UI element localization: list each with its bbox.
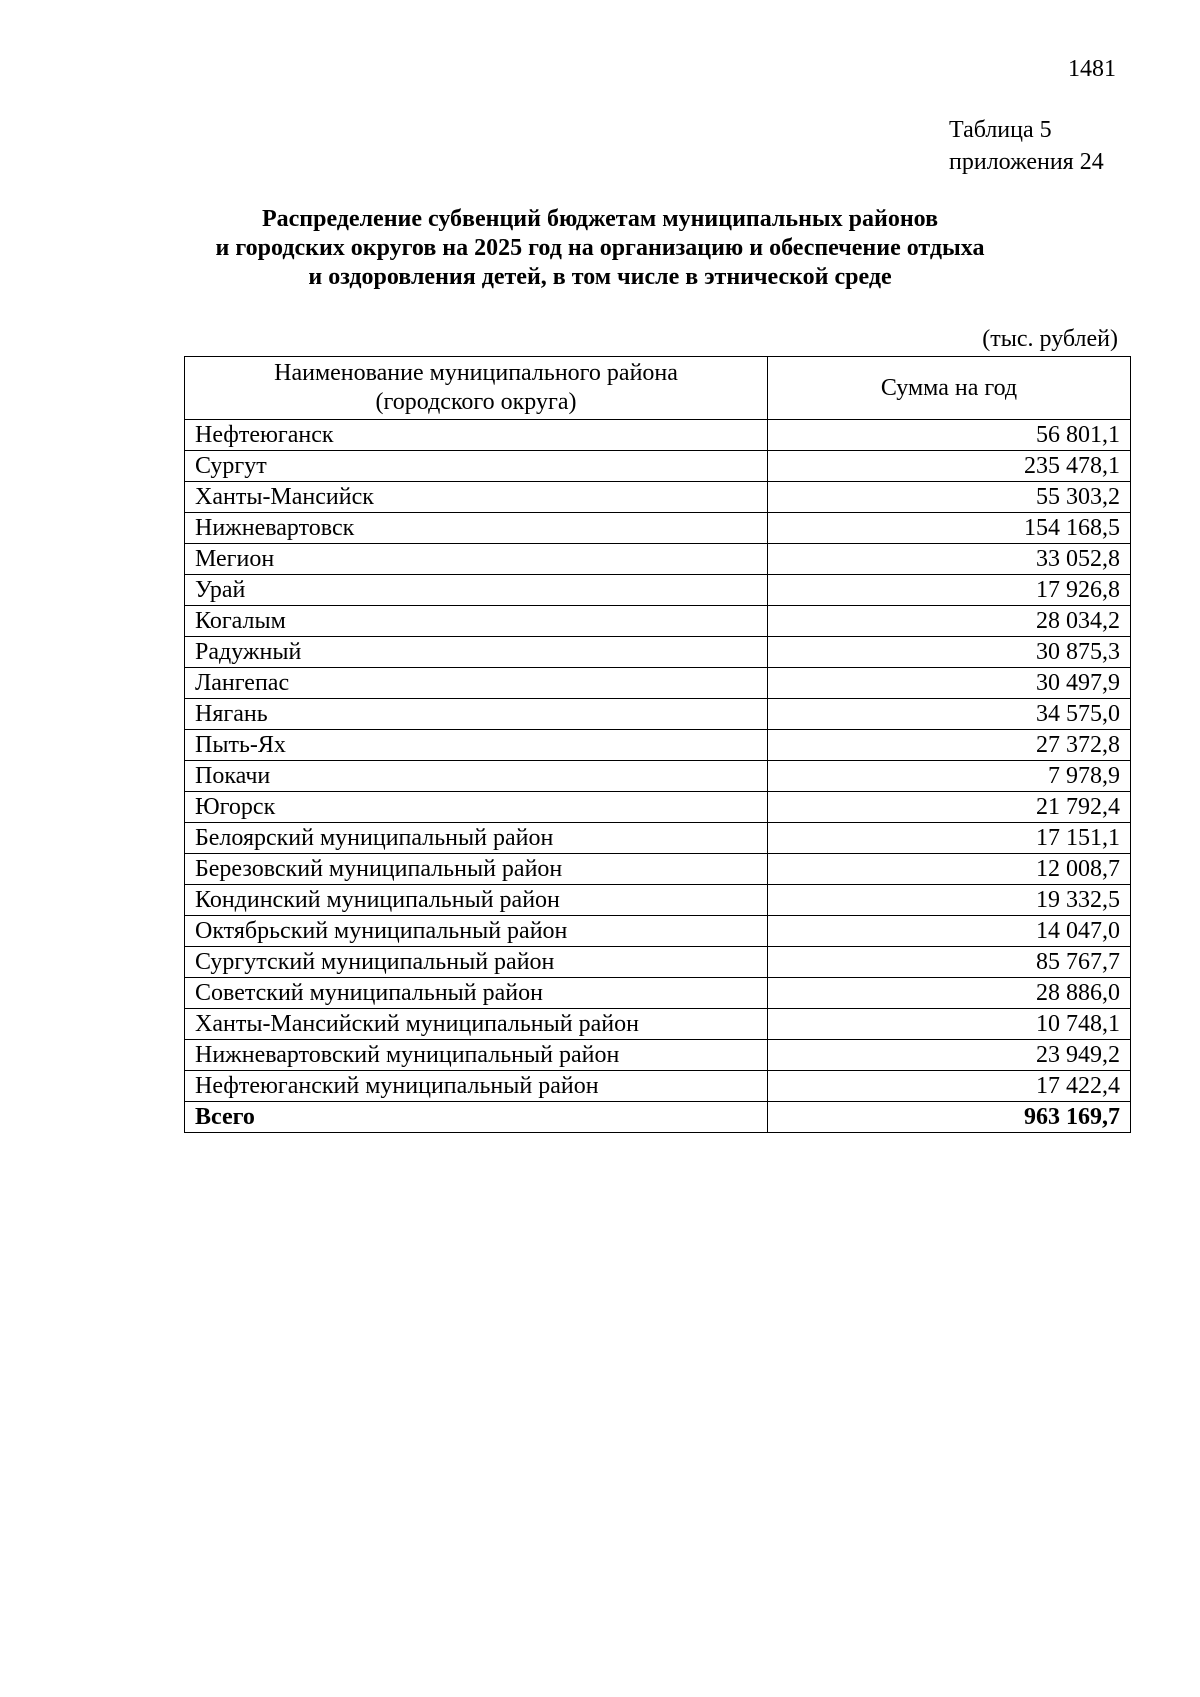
municipality-name: Радужный bbox=[185, 637, 768, 668]
subventions-table bbox=[184, 356, 1131, 1133]
table-row bbox=[185, 885, 1131, 916]
document-title-line: и городских округов на 2025 год на организацию и обеспечение отдыха bbox=[215, 235, 985, 261]
total-label: Всего bbox=[185, 1102, 768, 1133]
annual-sum: 27 372,8 bbox=[768, 730, 1131, 761]
table-row bbox=[185, 1009, 1131, 1040]
municipality-name: Мегион bbox=[185, 544, 768, 575]
municipality-name: Урай bbox=[185, 575, 768, 606]
header-municipality-line: (городского округа) bbox=[375, 389, 577, 415]
table-reference bbox=[949, 114, 1104, 178]
municipality-name: Кондинский муниципальный район bbox=[185, 885, 768, 916]
document-title-line: Распределение субвенций бюджетам муниципальных районов bbox=[261, 206, 939, 232]
annual-sum: 14 047,0 bbox=[768, 916, 1131, 947]
municipality-name: Березовский муниципальный район bbox=[185, 854, 768, 885]
annual-sum: 85 767,7 bbox=[768, 947, 1131, 978]
header-municipality bbox=[185, 357, 768, 420]
municipality-name: Когалым bbox=[185, 606, 768, 637]
table-row bbox=[185, 606, 1131, 637]
municipality-name: Покачи bbox=[185, 761, 768, 792]
annual-sum: 7 978,9 bbox=[768, 761, 1131, 792]
municipality-name: Белоярский муниципальный район bbox=[185, 823, 768, 854]
municipality-name: Лангепас bbox=[185, 668, 768, 699]
municipality-name: Нефтеюганский муниципальный район bbox=[185, 1071, 768, 1102]
municipality-name: Нефтеюганск bbox=[185, 420, 768, 451]
units-label: (тыс. рублей) bbox=[982, 326, 1118, 352]
annual-sum: 55 303,2 bbox=[768, 482, 1131, 513]
table-row bbox=[185, 482, 1131, 513]
table-row bbox=[185, 916, 1131, 947]
annual-sum: 34 575,0 bbox=[768, 699, 1131, 730]
municipality-name: Нижневартовский муниципальный район bbox=[185, 1040, 768, 1071]
annual-sum: 30 875,3 bbox=[768, 637, 1131, 668]
table-row bbox=[185, 730, 1131, 761]
document-title bbox=[150, 205, 1050, 292]
table-row bbox=[185, 761, 1131, 792]
table-row bbox=[185, 668, 1131, 699]
annual-sum: 28 886,0 bbox=[768, 978, 1131, 1009]
annual-sum: 10 748,1 bbox=[768, 1009, 1131, 1040]
annual-sum: 30 497,9 bbox=[768, 668, 1131, 699]
municipality-name: Сургутский муниципальный район bbox=[185, 947, 768, 978]
annual-sum: 17 926,8 bbox=[768, 575, 1131, 606]
annual-sum: 28 034,2 bbox=[768, 606, 1131, 637]
municipality-name: Югорск bbox=[185, 792, 768, 823]
page-number: 1481 bbox=[1068, 56, 1116, 82]
annual-sum: 33 052,8 bbox=[768, 544, 1131, 575]
header-sum: Сумма на год bbox=[768, 357, 1131, 420]
municipality-name: Нижневартовск bbox=[185, 513, 768, 544]
header-municipality-line: Наименование муниципального района bbox=[274, 360, 678, 386]
annual-sum: 19 332,5 bbox=[768, 885, 1131, 916]
table-row bbox=[185, 544, 1131, 575]
annual-sum: 17 151,1 bbox=[768, 823, 1131, 854]
table-row bbox=[185, 637, 1131, 668]
table-reference-line: Таблица 5 bbox=[949, 117, 1052, 143]
table-row bbox=[185, 451, 1131, 482]
table-row bbox=[185, 575, 1131, 606]
table-row bbox=[185, 947, 1131, 978]
annual-sum: 235 478,1 bbox=[768, 451, 1131, 482]
municipality-name: Октябрьский муниципальный район bbox=[185, 916, 768, 947]
annual-sum: 154 168,5 bbox=[768, 513, 1131, 544]
table-row bbox=[185, 854, 1131, 885]
table-row bbox=[185, 792, 1131, 823]
total-row bbox=[185, 1102, 1131, 1133]
municipality-name: Нягань bbox=[185, 699, 768, 730]
municipality-name: Сургут bbox=[185, 451, 768, 482]
table-header-row bbox=[185, 357, 1131, 420]
document-title-line: и оздоровления детей, в том числе в этнической среде bbox=[308, 264, 892, 290]
municipality-name: Советский муниципальный район bbox=[185, 978, 768, 1009]
annual-sum: 12 008,7 bbox=[768, 854, 1131, 885]
table-row bbox=[185, 699, 1131, 730]
annual-sum: 56 801,1 bbox=[768, 420, 1131, 451]
table-body bbox=[185, 420, 1131, 1133]
annual-sum: 21 792,4 bbox=[768, 792, 1131, 823]
table-reference-line: приложения 24 bbox=[949, 149, 1104, 175]
table-row bbox=[185, 1040, 1131, 1071]
table-row bbox=[185, 1071, 1131, 1102]
table-row bbox=[185, 513, 1131, 544]
table-row bbox=[185, 823, 1131, 854]
municipality-name: Пыть-Ях bbox=[185, 730, 768, 761]
table-row bbox=[185, 978, 1131, 1009]
annual-sum: 17 422,4 bbox=[768, 1071, 1131, 1102]
annual-sum: 23 949,2 bbox=[768, 1040, 1131, 1071]
table-row bbox=[185, 420, 1131, 451]
municipality-name: Ханты-Мансийский муниципальный район bbox=[185, 1009, 768, 1040]
municipality-name: Ханты-Мансийск bbox=[185, 482, 768, 513]
total-sum: 963 169,7 bbox=[768, 1102, 1131, 1133]
